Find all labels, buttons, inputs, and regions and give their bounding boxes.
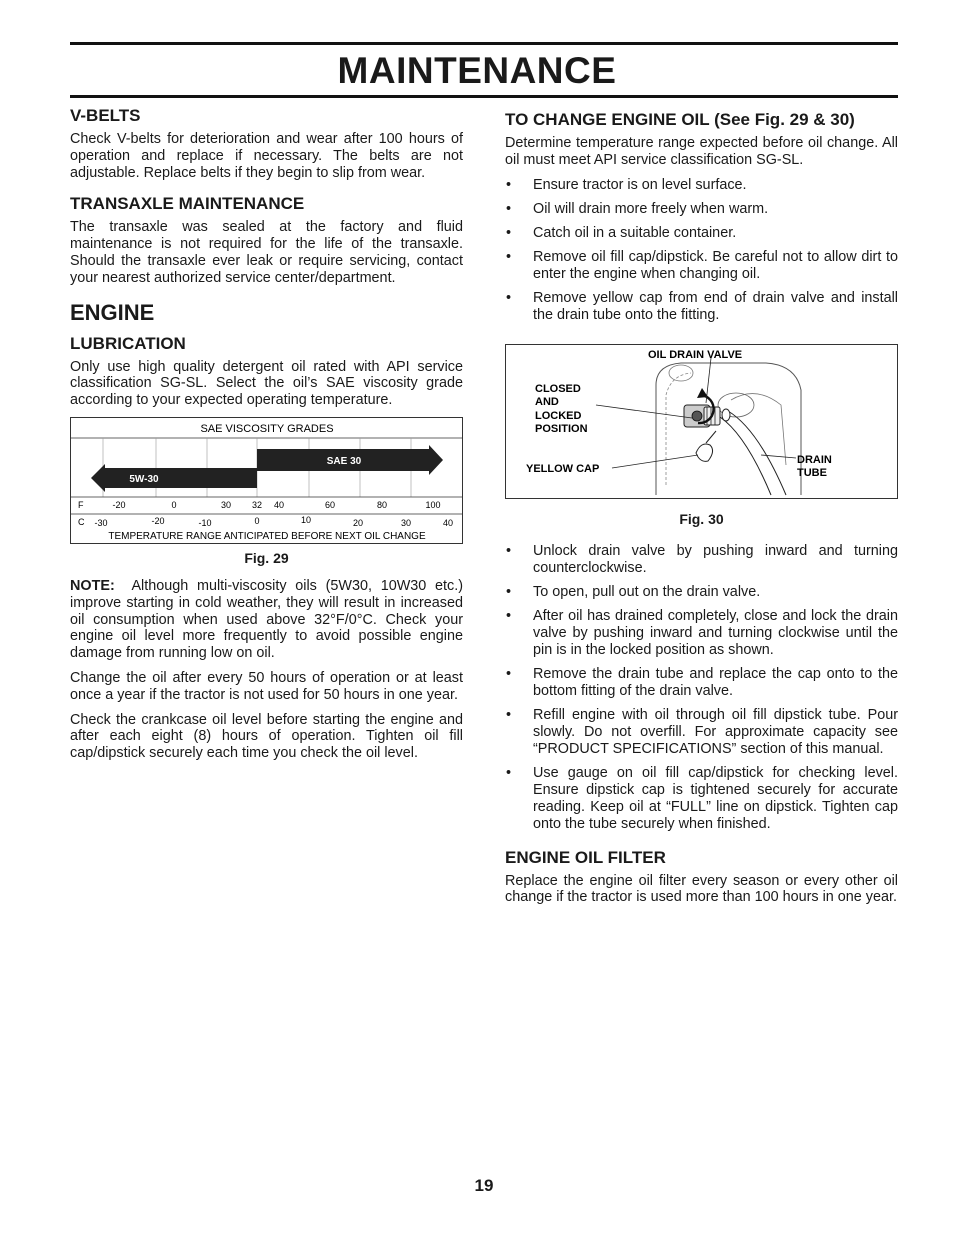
- oil-filter-section: [505, 847, 898, 907]
- transaxle-section: [70, 193, 463, 286]
- oil-check-text: Check the crankcase oil level before starting the engine and after each eight (8) hours of operation. Tighten oil fill cap/dipstick securely each time you check the oil level.: [70, 711, 463, 762]
- fig29-caption: Fig. 29: [244, 549, 289, 566]
- fig30-diagram: [505, 344, 898, 499]
- lubrication-text: Only use high quality detergent oil rated with API service classification SG-SL. Select the oil’s SAE viscosity grade according to your expected operating temperature.: [70, 358, 463, 409]
- page-title: MAINTENANCE: [337, 50, 617, 91]
- engine-heading: ENGINE: [70, 299, 155, 325]
- viscosity-bar-label: 5W-30: [129, 473, 159, 485]
- label-oil-drain-valve: OIL DRAIN VALVE: [648, 348, 743, 361]
- header-rule-top: [70, 42, 898, 45]
- change-oil-steps-list-1: [505, 177, 898, 324]
- fig30-caption: Fig. 30: [679, 510, 724, 527]
- c-tick-label: 10: [300, 514, 312, 525]
- label-tube: TUBE: [797, 466, 827, 479]
- c-tick-label: 20: [352, 517, 364, 528]
- f-tick-label: 60: [324, 499, 336, 510]
- c-tick-label: 40: [442, 517, 454, 528]
- chart-title: SAE VISCOSITY GRADES: [200, 422, 334, 435]
- step-list-item: • After oil has drained completely, close and lock the drain valve by pushing inward and turning clockwise until the pin is in the locked position as shown.: [505, 608, 898, 659]
- f-tick-label: 80: [376, 499, 388, 510]
- f-tick-label: 30: [220, 499, 232, 510]
- c-tick-label: -10: [198, 517, 212, 528]
- note-paragraph: [70, 578, 463, 662]
- step-list-item: • To open, pull out on the drain valve.: [505, 584, 898, 601]
- left-column: [70, 105, 463, 770]
- c-tick-label: 0: [254, 515, 260, 526]
- step-list-item: • Catch oil in a suitable container.: [505, 225, 898, 242]
- right-column: [505, 105, 898, 914]
- f-tick-label: -20: [112, 499, 126, 510]
- header-rule-bottom: [70, 95, 898, 98]
- drain-valve-illustration: [506, 345, 897, 498]
- viscosity-bar-5w30: [91, 464, 257, 492]
- viscosity-chart-svg: [71, 418, 462, 543]
- oil-filter-heading: ENGINE OIL FILTER: [505, 847, 666, 867]
- oil-change-interval-text: Change the oil after every 50 hours of operation or at least once a year if the tractor is not used for 50 hours in one year.: [70, 669, 463, 703]
- transaxle-text: The transaxle was sealed at the factory and fluid maintenance is not required for the life of the transaxle. Should the transaxle ever leak or require servicing, contact your nearest authorized service center/department.: [70, 219, 463, 286]
- c-axis-label: C: [78, 516, 85, 527]
- label-locked: LOCKED: [535, 409, 582, 422]
- label-position: POSITION: [535, 422, 588, 435]
- change-oil-section: [505, 109, 898, 833]
- step-list-item: • Use gauge on oil fill cap/dipstick for checking level. Ensure dipstick cap is tightened securely for accurate reading. Keep oil at “FULL” line on dipstick. Tighten cap onto the tube securely when finished.: [505, 765, 898, 833]
- step-list-item: • Oil will drain more freely when warm.: [505, 201, 898, 218]
- viscosity-bar-label: SAE 30: [326, 455, 362, 467]
- c-tick-label: -20: [151, 515, 165, 526]
- label-yellow-cap: YELLOW CAP: [526, 462, 600, 475]
- drain-tube-icon: [720, 409, 786, 495]
- label-and: AND: [535, 395, 559, 408]
- step-list-item: • Refill engine with oil through oil fill dipstick tube. Pour slowly. Do not overfill. For approximate capacity see “PRODUCT SPECIFICATIONS” section of this manual.: [505, 707, 898, 758]
- note-label: NOTE:: [70, 577, 115, 594]
- viscosity-chart: [70, 417, 463, 544]
- oil-filter-text: Replace the engine oil filter every season or every other oil change if the tractor is used more than 100 hours in one year.: [505, 872, 898, 906]
- change-oil-heading: TO CHANGE ENGINE OIL (See Fig. 29 & 30): [505, 110, 855, 129]
- f-tick-label: 100: [425, 499, 441, 510]
- f-tick-label: 40: [273, 499, 285, 510]
- f-tick-label: 32: [251, 499, 263, 510]
- vbelts-heading: V-BELTS: [70, 106, 141, 125]
- label-drain: DRAIN: [797, 453, 832, 466]
- f-axis-label: F: [78, 499, 84, 510]
- chart-xlabel: TEMPERATURE RANGE ANTICIPATED BEFORE NEXT OIL CHANGE: [108, 530, 426, 542]
- step-list-item: • Remove oil fill cap/dipstick. Be careful not to allow dirt to enter the engine when changing oil.: [505, 249, 898, 283]
- step-list-item: • Ensure tractor is on level surface.: [505, 177, 898, 194]
- label-closed: CLOSED: [535, 382, 581, 395]
- yellow-cap-icon: [696, 431, 716, 461]
- vbelts-text: Check V-belts for deterioration and wear after 100 hours of operation and replace if necessary. The belts are not adjustable. Replace belts if they begin to slip from wear.: [70, 131, 463, 181]
- change-oil-steps-list-2: [505, 543, 898, 833]
- c-tick-label: 30: [400, 517, 412, 528]
- vbelts-section: [70, 105, 463, 181]
- page-number: 19: [474, 1176, 494, 1195]
- drain-valve-icon: [684, 388, 720, 427]
- step-list-item: • Unlock drain valve by pushing inward and turning counterclockwise.: [505, 543, 898, 577]
- change-oil-intro: Determine temperature range expected before oil change. All oil must meet API service classification SG-SL.: [505, 135, 898, 168]
- transaxle-heading: TRANSAXLE MAINTENANCE: [70, 194, 305, 214]
- step-list-item: • Remove the drain tube and replace the cap onto to the bottom fitting of the drain valve.: [505, 666, 898, 700]
- f-tick-label: 0: [171, 499, 177, 510]
- note-text: Although multi-viscosity oils (5W30, 10W30 etc.) improve starting in cold weather, they will result in increased oil consumption when used above 32°F/0°C. Check your engine oil level more frequently to avoid possible engine damage from running low on oil.: [70, 577, 464, 662]
- c-tick-label: -30: [94, 517, 108, 528]
- step-list-item: • Remove yellow cap from end of drain valve and install the drain tube onto the fitting.: [505, 290, 898, 324]
- lubrication-section: [70, 333, 463, 762]
- lubrication-heading: LUBRICATION: [70, 333, 186, 353]
